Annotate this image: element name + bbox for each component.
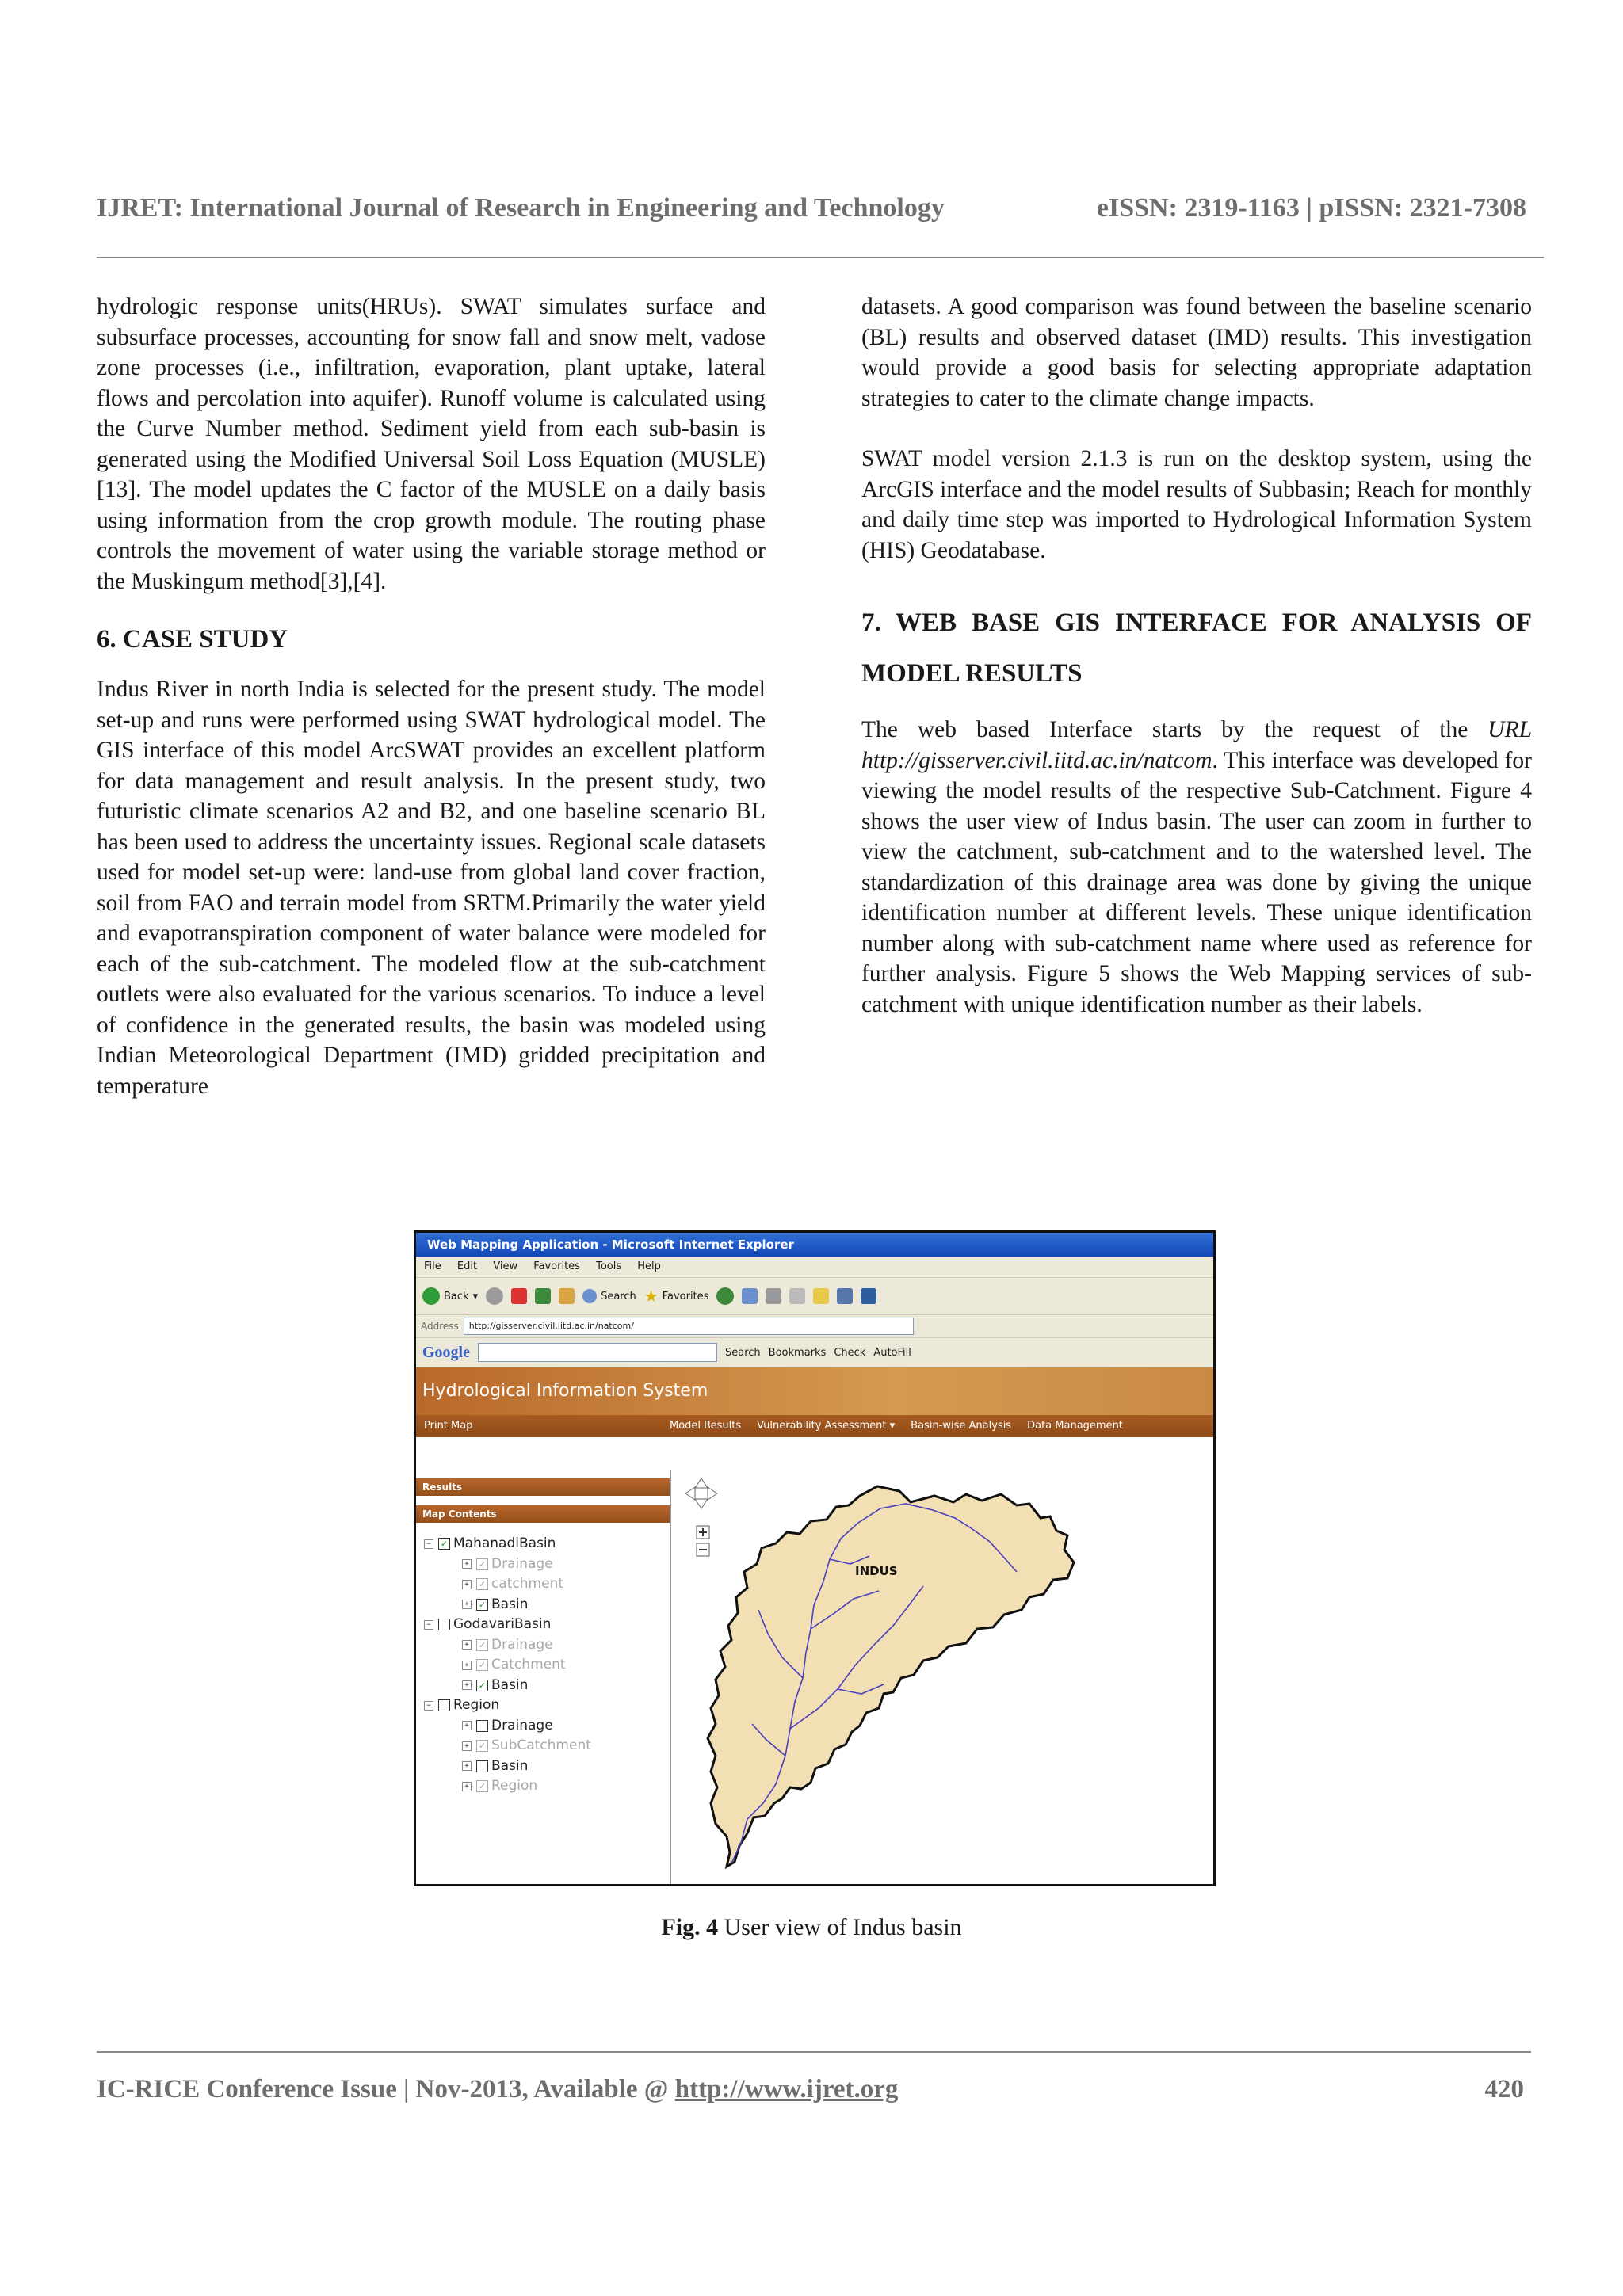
- toc-layer[interactable]: [416, 1554, 670, 1575]
- url-label: URL: [1487, 717, 1532, 742]
- window-title: Web Mapping Application - Microsoft Internet Explorer: [416, 1233, 1213, 1257]
- expand-icon[interactable]: +: [462, 1680, 472, 1690]
- toc-layer[interactable]: [416, 1695, 670, 1716]
- address-input[interactable]: http://gisserver.civil.iitd.ac.in/natcom/: [464, 1318, 914, 1335]
- caption-label: Fig. 4: [661, 1914, 719, 1940]
- section-6-heading: 6. CASE STUDY: [97, 625, 288, 654]
- expand-icon[interactable]: +: [462, 1661, 472, 1670]
- browser-toolbar: [416, 1278, 1213, 1315]
- layer-label: SubCatchment: [491, 1737, 591, 1753]
- google-toolbar: [416, 1338, 1213, 1367]
- menu-favorites[interactable]: Favorites: [533, 1261, 580, 1272]
- bookmarks-button[interactable]: Bookmarks: [768, 1346, 827, 1359]
- research-icon[interactable]: [861, 1288, 876, 1304]
- toc-layer[interactable]: [416, 1736, 670, 1756]
- expand-icon[interactable]: +: [462, 1600, 472, 1609]
- toc-layer[interactable]: [416, 1776, 670, 1797]
- layer-label: catchment: [491, 1576, 564, 1592]
- menu-help[interactable]: Help: [637, 1261, 661, 1272]
- zoom-in-button[interactable]: [697, 1526, 709, 1539]
- layer-checkbox[interactable]: ✓: [476, 1740, 488, 1752]
- nav-data-management[interactable]: Data Management: [1027, 1420, 1123, 1432]
- toc-layer[interactable]: [416, 1534, 670, 1554]
- layer-checkbox[interactable]: [476, 1720, 488, 1732]
- figure-screenshot: [414, 1230, 1216, 1886]
- layer-tree: [416, 1534, 670, 1797]
- caption-text: User view of Indus basin: [718, 1914, 962, 1940]
- layer-label: Drainage: [491, 1555, 553, 1572]
- toc-layer[interactable]: [416, 1595, 670, 1615]
- web-interface-paragraph: The web based Interface starts by the request of the URL http://gisserver.civil.iitd.ac.in/natcom. This interface was developed for viewing the model results of the respective Sub-Catchment. Figure 4 shows the user view of Indus basin. The user can zoom in further to view the catchment, sub-catchment and to the watershed level. The standardization of this drainage area was done by giving the unique identification number at different levels. These unique identification number along with sub-catchment name where used as reference for further analysis. Figure 5 shows the Web Mapping services of sub-catchment with unique identification number as their labels.: [861, 717, 1532, 1017]
- section-7-heading: 7. WEB BASE GIS INTERFACE FOR ANALYSIS OF MODEL RESULTS: [861, 608, 1532, 688]
- case-study-paragraph: Indus River in north India is selected for the present study. The model set-up and runs were performed using SWAT hydrological model. The GIS interface of this model ArcSWAT provides an excellent platform for data management and result analysis. In the present study, two futuristic climate scenarios A2 and B2, and one baseline scenario BL has been used to address the uncertainty issues. Regional scale datasets used for model set-up were: land-use from global land cover fraction, soil from FAO and terrain model from SRTM.Primarily the water yield and evapotranspiration component of water balance were modeled for each of the sub-catchment. The modeled flow at the sub-catchment outlets were also evaluated for the various scenarios. To induce a level of confidence in the generated results, the basin was modeled using Indian Meteorological Department (IMD) gridded precipitation and temperature: [97, 677, 766, 1099]
- layer-checkbox[interactable]: ✓: [476, 1659, 488, 1671]
- layer-label: Region: [453, 1697, 500, 1713]
- layer-checkbox[interactable]: [438, 1619, 450, 1630]
- layer-checkbox[interactable]: ✓: [476, 1558, 488, 1570]
- layer-label: Drainage: [491, 1717, 553, 1733]
- layer-label: Basin: [491, 1676, 529, 1693]
- edit-icon[interactable]: [789, 1288, 805, 1304]
- nav-model-results[interactable]: Model Results: [670, 1420, 742, 1432]
- url-link[interactable]: http://gisserver.civil.iitd.ac.in/natcom: [861, 747, 1212, 773]
- google-search-input[interactable]: [478, 1343, 717, 1362]
- messenger-icon[interactable]: [837, 1288, 853, 1304]
- layer-checkbox[interactable]: ✓: [476, 1599, 488, 1611]
- layer-label: GodavariBasin: [453, 1616, 552, 1632]
- layer-checkbox[interactable]: ✓: [476, 1780, 488, 1792]
- issn: eISSN: 2319-1163 | pISSN: 2321-7308: [1096, 193, 1526, 223]
- menu-edit[interactable]: Edit: [456, 1261, 478, 1272]
- toc-layer[interactable]: [416, 1716, 670, 1737]
- footer-rule: [97, 2051, 1531, 2053]
- app-banner: Hydrological Information System: [416, 1367, 1213, 1415]
- expand-icon[interactable]: +: [462, 1559, 472, 1569]
- toc-layer[interactable]: [416, 1756, 670, 1777]
- left-column: [97, 292, 766, 1101]
- expand-icon[interactable]: +: [462, 1782, 472, 1791]
- menu-file[interactable]: File: [424, 1261, 441, 1272]
- folder-icon[interactable]: [813, 1288, 829, 1304]
- right-column: [861, 292, 1532, 1020]
- menu-tools[interactable]: Tools: [596, 1261, 622, 1272]
- map-canvas: [671, 1470, 1210, 1882]
- search-icon: [582, 1289, 597, 1303]
- back-button[interactable]: Back ▾: [422, 1287, 478, 1305]
- expand-icon[interactable]: +: [462, 1721, 472, 1730]
- header-rule: [97, 257, 1544, 258]
- figure-caption: [0, 1914, 1623, 1941]
- history-icon[interactable]: [716, 1287, 734, 1305]
- layer-label: Basin: [491, 1757, 529, 1774]
- autofill-button[interactable]: AutoFill: [873, 1346, 911, 1359]
- swat-paragraph: SWAT model version 2.1.3 is run on the desktop system, using the ArcGIS interface and the model results of Subbasin; Reach for monthly and daily time step was imported to Hydrological Information System (HIS) Geodatabase.: [861, 446, 1532, 563]
- pan-control[interactable]: [685, 1478, 717, 1508]
- layer-checkbox[interactable]: ✓: [476, 1639, 488, 1651]
- intro-paragraph: hydrologic response units(HRUs). SWAT simulates surface and subsurface processes, accounting for snow fall and snow melt, vadose zone processes (i.e., infiltration, evaporation, plant uptake, lateral flows and percolation into aquifer). Runoff volume is calculated using the Curve Number method. Sediment yield from each sub-basin is generated using the Modified Universal Soil Loss Equation (MUSLE) [13]. The model updates the C factor of the MUSLE on a daily basis using information from the crop growth module. The routing phase controls the movement of water using the variable storage method or the Muskingum method[3],[4].: [97, 294, 766, 594]
- expand-icon[interactable]: +: [462, 1741, 472, 1751]
- expand-icon[interactable]: +: [462, 1640, 472, 1650]
- star-icon: ★: [643, 1287, 659, 1306]
- expand-icon[interactable]: +: [462, 1761, 472, 1771]
- layer-label: Catchment: [491, 1657, 566, 1672]
- stop-icon[interactable]: [511, 1288, 527, 1304]
- page-number: 420: [1484, 2075, 1524, 2103]
- google-search-button[interactable]: Search: [725, 1346, 761, 1359]
- layer-label: MahanadiBasin: [453, 1535, 556, 1551]
- toc-layer[interactable]: [416, 1635, 670, 1656]
- search-button[interactable]: Search: [582, 1289, 636, 1303]
- forward-arrow-icon[interactable]: [486, 1287, 503, 1305]
- collapse-icon[interactable]: −: [424, 1539, 433, 1549]
- footer-link[interactable]: http://www.ijret.org: [674, 2075, 899, 2103]
- print-map-link[interactable]: Print Map: [424, 1420, 473, 1432]
- print-icon[interactable]: [766, 1288, 781, 1304]
- page-header: [97, 193, 1526, 223]
- nav-basin-analysis[interactable]: Basin-wise Analysis: [911, 1420, 1012, 1432]
- layer-checkbox[interactable]: ✓: [476, 1680, 488, 1691]
- toc-layer[interactable]: [416, 1655, 670, 1676]
- layer-checkbox[interactable]: [438, 1699, 450, 1711]
- toc-layer[interactable]: [416, 1574, 670, 1595]
- home-icon[interactable]: [559, 1288, 575, 1304]
- expand-icon[interactable]: +: [462, 1580, 472, 1589]
- map-contents-header[interactable]: Map Contents: [416, 1505, 670, 1523]
- datasets-paragraph: datasets. A good comparison was found between the baseline scenario (BL) results and observed dataset (IMD) results. This investigation would provide a good basis for selecting appropriate adaptation strategies to cater to the climate change impacts.: [861, 294, 1532, 411]
- google-logo: Google: [422, 1343, 470, 1361]
- menu-bar: [416, 1257, 1213, 1278]
- layer-checkbox[interactable]: ✓: [438, 1538, 450, 1550]
- collapse-icon[interactable]: −: [424, 1620, 433, 1630]
- results-panel-header[interactable]: Results: [416, 1478, 670, 1496]
- layer-label: Basin: [491, 1596, 529, 1612]
- app-nav: [416, 1415, 1213, 1437]
- collapse-icon[interactable]: −: [424, 1701, 433, 1711]
- layer-label: Region: [491, 1778, 538, 1794]
- toc-layer[interactable]: [416, 1676, 670, 1696]
- side-panel: [416, 1470, 671, 1884]
- journal-title: IJRET: International Journal of Research in Engineering and Technology: [97, 193, 945, 223]
- address-label: Address: [421, 1321, 459, 1332]
- map-view[interactable]: [671, 1470, 1213, 1884]
- back-arrow-icon: [422, 1287, 440, 1305]
- check-button[interactable]: Check: [834, 1346, 866, 1359]
- layer-checkbox[interactable]: [476, 1760, 488, 1772]
- indus-basin[interactable]: [708, 1486, 1074, 1867]
- layer-label: Drainage: [491, 1636, 553, 1653]
- page-footer: [97, 2075, 1524, 2104]
- map-label-indus: INDUS: [855, 1564, 898, 1578]
- favorites-button[interactable]: ★ Favorites: [643, 1287, 709, 1306]
- menu-view[interactable]: View: [493, 1261, 518, 1272]
- footer-text: IC-RICE Conference Issue | Nov-2013, Available @ http://www.ijret.org: [97, 2075, 899, 2103]
- nav-vulnerability[interactable]: Vulnerability Assessment ▾: [757, 1420, 896, 1432]
- mail-icon[interactable]: [742, 1288, 758, 1304]
- address-bar: [416, 1315, 1213, 1338]
- zoom-out-button[interactable]: [697, 1543, 709, 1556]
- app-content: [416, 1470, 1213, 1884]
- toc-layer[interactable]: [416, 1615, 670, 1635]
- layer-checkbox[interactable]: ✓: [476, 1578, 488, 1590]
- refresh-icon[interactable]: [535, 1288, 551, 1304]
